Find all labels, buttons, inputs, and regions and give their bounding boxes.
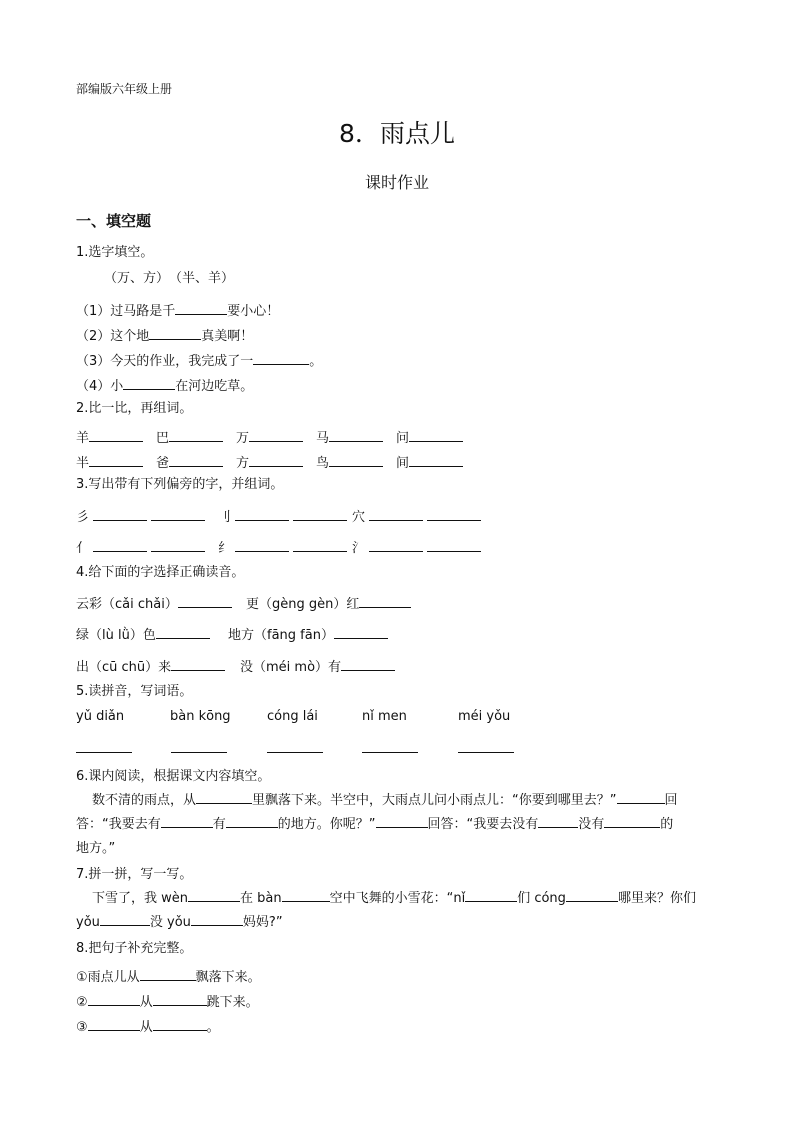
answer-blank[interactable] [465, 887, 517, 902]
answer-blank[interactable] [253, 350, 309, 365]
answer-blank[interactable] [149, 325, 201, 340]
compare-char: 方 [236, 452, 303, 471]
answer-blank[interactable] [376, 813, 428, 828]
pinyin-label: bàn kōng [170, 709, 231, 724]
answer-blank[interactable] [161, 813, 213, 828]
answer-blank[interactable] [538, 813, 578, 828]
answer-blank[interactable] [409, 427, 463, 442]
question-1-options: （万、方） （半、羊） [104, 271, 235, 286]
item-text: （3）今天的作业，我完成了一 [76, 354, 254, 369]
question-1-prompt: 1.选字填空。 [76, 245, 154, 260]
answer-blank[interactable] [329, 452, 383, 467]
answer-blank[interactable] [89, 452, 143, 467]
answer-blank[interactable] [293, 506, 347, 521]
radical-item: 刂 [218, 506, 347, 525]
radical-item: 纟 [218, 537, 347, 556]
item-text: 在河边吃草。 [175, 379, 254, 394]
pronunciation-item: 地方（fāng fān） [228, 624, 388, 643]
page-subtitle: 课时作业 [364, 173, 429, 192]
answer-blank[interactable] [427, 506, 481, 521]
answer-blank[interactable] [140, 966, 196, 981]
answer-blank[interactable] [249, 427, 303, 442]
question-1-item [76, 300, 279, 321]
answer-blank[interactable] [235, 537, 289, 552]
answer-blank[interactable] [427, 537, 481, 552]
pronunciation-item: 出（cū chū）来 [76, 656, 225, 675]
answer-blank[interactable] [359, 593, 411, 608]
answer-blank[interactable] [151, 537, 205, 552]
answer-blank[interactable] [178, 593, 232, 608]
item-text: （1）过马路是千 [76, 304, 176, 319]
section-heading: 一、填空题 [76, 212, 152, 230]
answer-blank[interactable] [409, 452, 463, 467]
question-1-item [76, 350, 322, 371]
item-text: （2）这个地 [76, 329, 150, 344]
sentence-item: ③ 从 。 [76, 1016, 220, 1037]
item-text: （4）小 [76, 379, 124, 394]
question-6-prompt: 6.课内阅读，根据课文内容填空。 [76, 769, 271, 784]
answer-blank[interactable] [88, 1016, 140, 1031]
sentence-item: ①雨点儿从 飘落下来。 [76, 966, 261, 987]
answer-blank[interactable] [93, 506, 147, 521]
answer-blank[interactable] [369, 506, 423, 521]
compare-char: 马 [316, 427, 383, 446]
question-7-prompt: 7.拼一拼，写一写。 [76, 867, 193, 882]
answer-blank[interactable] [100, 911, 150, 926]
question-3-prompt: 3.写出带有下列偏旁的字，并组词。 [76, 477, 284, 492]
compare-char: 间 [396, 452, 463, 471]
answer-blank[interactable] [196, 789, 252, 804]
edition-label: 部编版六年级上册 [76, 82, 173, 96]
answer-blank[interactable] [188, 887, 240, 902]
answer-blank[interactable] [566, 887, 618, 902]
radical-item: 亻 [76, 537, 205, 556]
answer-blank[interactable] [175, 300, 227, 315]
answer-blank[interactable] [171, 656, 225, 671]
pinyin-label: cóng lái [267, 709, 318, 724]
answer-blank[interactable] [369, 537, 423, 552]
question-2-prompt: 2.比一比，再组词。 [76, 401, 193, 416]
pronunciation-item: 没（méi mò）有 [240, 656, 395, 675]
pinyin-label: nǐ men [362, 709, 407, 724]
pronunciation-item: 绿（lù lǜ）色 [76, 624, 210, 643]
compare-char: 鸟 [316, 452, 383, 471]
answer-blank[interactable] [153, 1016, 207, 1031]
reading-passage: 数不清的雨点，从 里飘落下来。半空中，大雨点儿问小雨点儿：“你要到哪里去？” 回 答：“我要去有 有 的地方。你呢？” 回答：“我要去没有 没有 的 地方。” [76, 789, 720, 861]
answer-blank[interactable] [604, 813, 660, 828]
item-text: 。 [309, 354, 323, 369]
question-1-item [76, 375, 253, 396]
answer-blank[interactable] [334, 624, 388, 639]
answer-blank[interactable] [156, 624, 210, 639]
answer-blank[interactable] [617, 789, 665, 804]
question-1-item [76, 325, 253, 346]
sentence-item: ② 从 跳下来。 [76, 991, 259, 1012]
radical-item: 氵 [352, 537, 481, 556]
pronunciation-item: 云彩（cǎi chǎi） [76, 593, 232, 612]
compare-char: 羊 [76, 427, 143, 446]
compare-char: 万 [236, 427, 303, 446]
answer-blank[interactable] [235, 506, 289, 521]
pinyin-passage: 下雪了，我 wèn 在 bàn 空中飞舞的小雪花：“nǐ 们 cóng 哪里来？你们 yǒu 没 yǒu 妈妈?” [76, 887, 720, 935]
answer-blank[interactable] [89, 427, 143, 442]
answer-blank[interactable] [76, 751, 132, 753]
pinyin-label: méi yǒu [458, 709, 511, 724]
compare-char: 问 [396, 427, 463, 446]
page-title: 8．雨点儿 [339, 119, 455, 148]
answer-blank[interactable] [151, 506, 205, 521]
answer-blank[interactable] [282, 887, 330, 902]
radical-item: 彡 [76, 506, 205, 525]
answer-blank[interactable] [171, 751, 227, 753]
question-5-prompt: 5.读拼音，写词语。 [76, 684, 193, 699]
item-text: 真美啊！ [201, 329, 254, 344]
item-text: 要小心！ [227, 304, 280, 319]
question-4-prompt: 4.给下面的字选择正确读音。 [76, 565, 245, 580]
pronunciation-item: 更（gèng gèn）红 [246, 593, 411, 612]
answer-blank[interactable] [341, 656, 395, 671]
answer-blank[interactable] [88, 991, 140, 1006]
radical-item: 穴 [352, 506, 481, 525]
answer-blank[interactable] [458, 751, 514, 753]
answer-blank[interactable] [191, 911, 243, 926]
answer-blank[interactable] [169, 427, 223, 442]
compare-char: 巴 [156, 427, 223, 446]
answer-blank[interactable] [169, 452, 223, 467]
pinyin-label: yǔ diǎn [76, 709, 125, 724]
answer-blank[interactable] [249, 452, 303, 467]
answer-blank[interactable] [362, 751, 418, 753]
compare-char: 爸 [156, 452, 223, 471]
answer-blank[interactable] [93, 537, 147, 552]
answer-blank[interactable] [329, 427, 383, 442]
question-8-prompt: 8.把句子补充完整。 [76, 941, 193, 956]
answer-blank[interactable] [123, 375, 175, 390]
answer-blank[interactable] [153, 991, 207, 1006]
compare-char: 半 [76, 452, 143, 471]
answer-blank[interactable] [226, 813, 278, 828]
answer-blank[interactable] [293, 537, 347, 552]
answer-blank[interactable] [267, 751, 323, 753]
